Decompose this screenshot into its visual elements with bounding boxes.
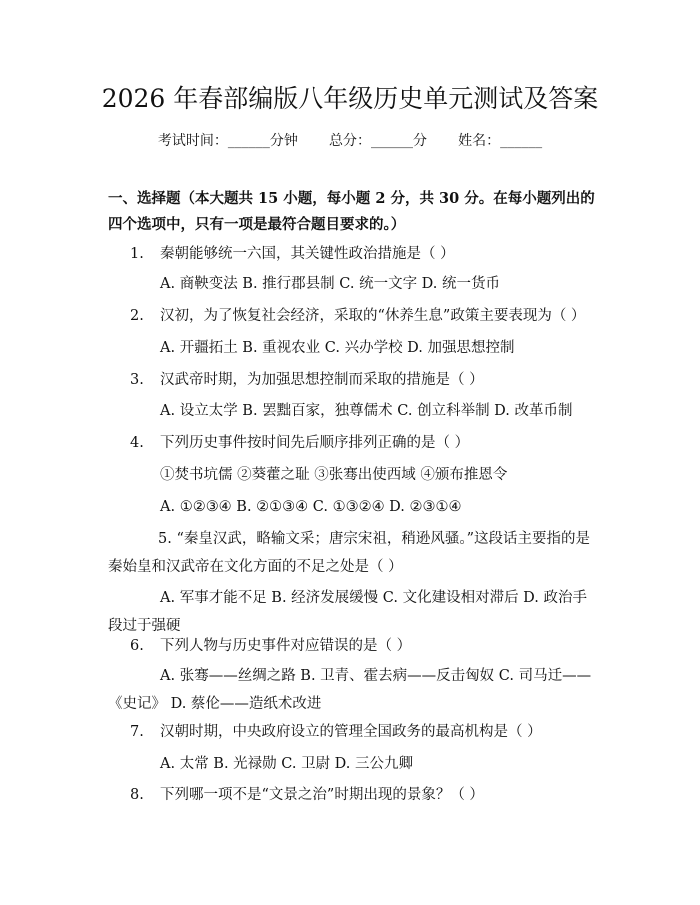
exam-info	[0, 131, 700, 151]
question-2-options: A. 开疆拓土 B. 重视农业 C. 兴办学校 D. 加强思想控制	[160, 340, 515, 356]
question-text: “秦皇汉武，略输文采；唐宗宋祖，稍逊风骚。”这段话主要指的是秦始皇和汉武帝在文化方面的不足之处是（ ）	[108, 531, 591, 575]
section-heading: 一、选择题（本大题共 15 小题，每小题 2 分，共 30 分。在每小题列出的四个选项中，只有一项是最符合题目要求的。）	[108, 190, 595, 233]
name-field: 姓名：______	[458, 133, 543, 149]
question-text: 秦朝能够统一六国，其关键性政治措施是（ ）	[160, 246, 455, 262]
question-text: 下列人物与历史事件对应错误的是（ ）	[160, 638, 412, 654]
question-number: 2.	[130, 308, 144, 324]
question-number: 1.	[130, 246, 144, 262]
question-number: 7.	[130, 724, 144, 740]
question-1	[108, 240, 598, 268]
question-4-options: A. ①②③④ B. ②①③④ C. ①③②④ D. ②③①④	[160, 499, 462, 515]
question-5	[108, 525, 598, 581]
question-number: 8.	[130, 787, 144, 803]
question-6-options: A. 张骞——丝绸之路 B. 卫青、霍去病——反击匈奴 C. 司马迁——《史记》 D. 蔡伦——造纸术改进	[108, 668, 592, 712]
question-4	[108, 429, 598, 457]
page-title: 2026 年春部编版八年级历史单元测试及答案	[101, 84, 599, 113]
question-2	[108, 302, 598, 330]
question-6	[108, 632, 598, 660]
question-text: 下列哪一项不是“文景之治”时期出现的景象？（ ）	[160, 787, 484, 803]
question-5-options: A. 军事才能不足 B. 经济发展缓慢 C. 文化建设相对滞后 D. 政治手段过于强硬	[108, 590, 588, 634]
question-number: 5.	[158, 531, 172, 547]
question-3	[108, 366, 598, 394]
question-8	[108, 781, 598, 809]
question-number: 3.	[130, 372, 144, 388]
question-7	[108, 718, 598, 746]
question-1-options: A. 商鞅变法 B. 推行郡县制 C. 统一文字 D. 统一货币	[160, 276, 501, 292]
question-number: 6.	[130, 638, 144, 654]
question-4-statements: ①焚书坑儒 ②葵藿之耻 ③张骞出使西域 ④颁布推恩令	[160, 467, 508, 483]
question-text: 汉朝时期，中央政府设立的管理全国政务的最高机构是（ ）	[160, 724, 542, 740]
question-number: 4.	[130, 435, 144, 451]
question-text: 汉初，为了恢复社会经济，采取的“休养生息”政策主要表现为（ ）	[160, 308, 586, 324]
question-text: 下列历史事件按时间先后顺序排列正确的是（ ）	[160, 435, 470, 451]
exam-time-field: 考试时间：______分钟	[157, 133, 298, 149]
total-score-field: 总分：______分	[329, 133, 427, 149]
question-text: 汉武帝时期，为加强思想控制而采取的措施是（ ）	[160, 372, 484, 388]
question-7-options: A. 太常 B. 光禄勋 C. 卫尉 D. 三公九卿	[160, 756, 414, 772]
question-3-options: A. 设立太学 B. 罢黜百家，独尊儒术 C. 创立科举制 D. 改革币制	[160, 403, 573, 419]
